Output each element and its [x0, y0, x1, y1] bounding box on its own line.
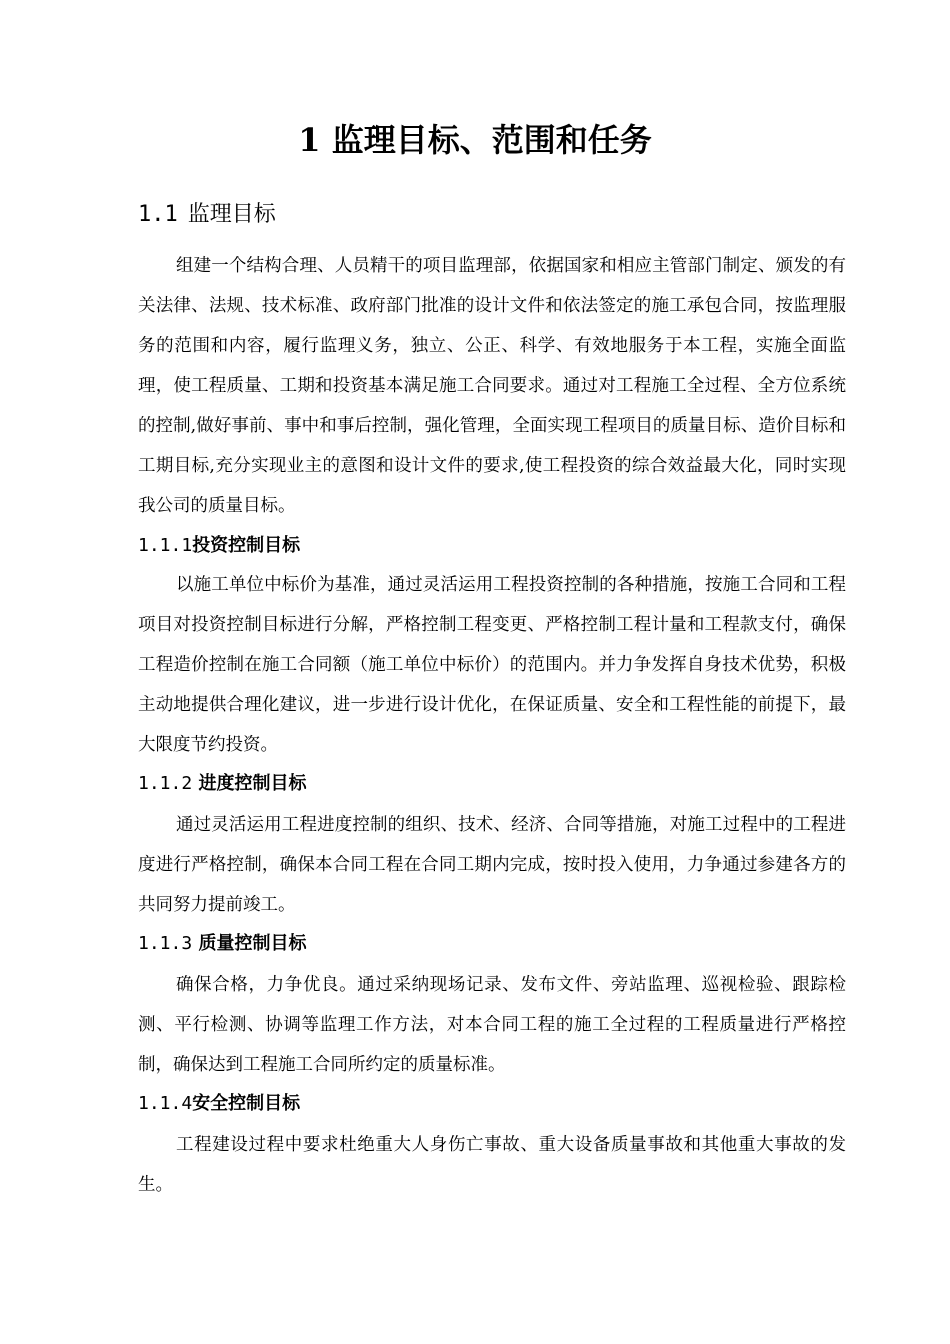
section-heading-1-1-4 — [138, 1091, 300, 1117]
section-title: 进度控制目标 — [198, 773, 307, 794]
section-number: 1.1.4 — [138, 1093, 193, 1114]
section-title: 监理目标 — [187, 202, 276, 227]
section-title: 质量控制目标 — [198, 933, 307, 954]
section-paragraph-1-1-2: 通过灵活运用工程进度控制的组织、技术、经济、合同等措施，对施工过程中的工程进度进行严格控制，确保本合同工程在合同工期内完成，按时投入使用，力争通过参建各方的共同努力提前竣工。 — [138, 815, 846, 915]
section-paragraph-1-1-4: 工程建设过程中要求杜绝重大人身伤亡事故、重大设备质量事故和其他重大事故的发生。 — [138, 1135, 846, 1195]
section-title: 安全控制目标 — [192, 1093, 301, 1114]
section-number: 1.1.1 — [138, 535, 193, 556]
page-title: 1 监理目标、范围和任务 — [298, 121, 652, 159]
section-paragraph-1-1-3: 确保合格，力争优良。通过采纳现场记录、发布文件、旁站监理、巡视检验、跟踪检测、平行检测、协调等监理工作方法，对本合同工程的施工全过程的工程质量进行严格控制，确保达到工程施工合同所约定的质量标准。 — [138, 975, 846, 1075]
section-paragraph-1-1-1: 以施工单位中标价为基准，通过灵活运用工程投资控制的各种措施，按施工合同和工程项目对投资控制目标进行分解，严格控制工程变更、严格控制工程计量和工程款支付，确保工程造价控制在施工合同额（施工单位中标价）的范围内。并力争发挥自身技术优势，积极主动地提供合理化建议，进一步进行设计优化，在保证质量、安全和工程性能的前提下，最大限度节约投资。 — [138, 575, 846, 755]
section-number: 1.1.2 — [138, 773, 193, 794]
section-heading-1-1-2 — [138, 771, 306, 797]
section-number: 1.1 — [138, 202, 178, 227]
section-heading-1-1 — [138, 200, 276, 230]
section-heading-1-1-1 — [138, 533, 300, 559]
section-number: 1.1.3 — [138, 933, 193, 954]
section-title: 投资控制目标 — [192, 535, 301, 556]
section-heading-1-1-3 — [138, 931, 306, 957]
section-paragraph-1-1: 组建一个结构合理、人员精干的项目监理部，依据国家和相应主管部门制定、颁发的有关法律、法规、技术标准、政府部门批准的设计文件和依法签定的施工承包合同，按监理服务的范围和内容，履行监理义务，独立、公正、科学、有效地服务于本工程，实施全面监理，使工程质量、工期和投资基本满足施工合同要求。通过对工程施工全过程、全方位系统的控制,做好事前、事中和事后控制，强化管理，全面实现工程项目的质量目标、造价目标和工期目标,充分实现业主的意图和设计文件的要求,使工程投资的综合效益最大化，同时实现我公司的质量目标。 — [138, 256, 846, 516]
